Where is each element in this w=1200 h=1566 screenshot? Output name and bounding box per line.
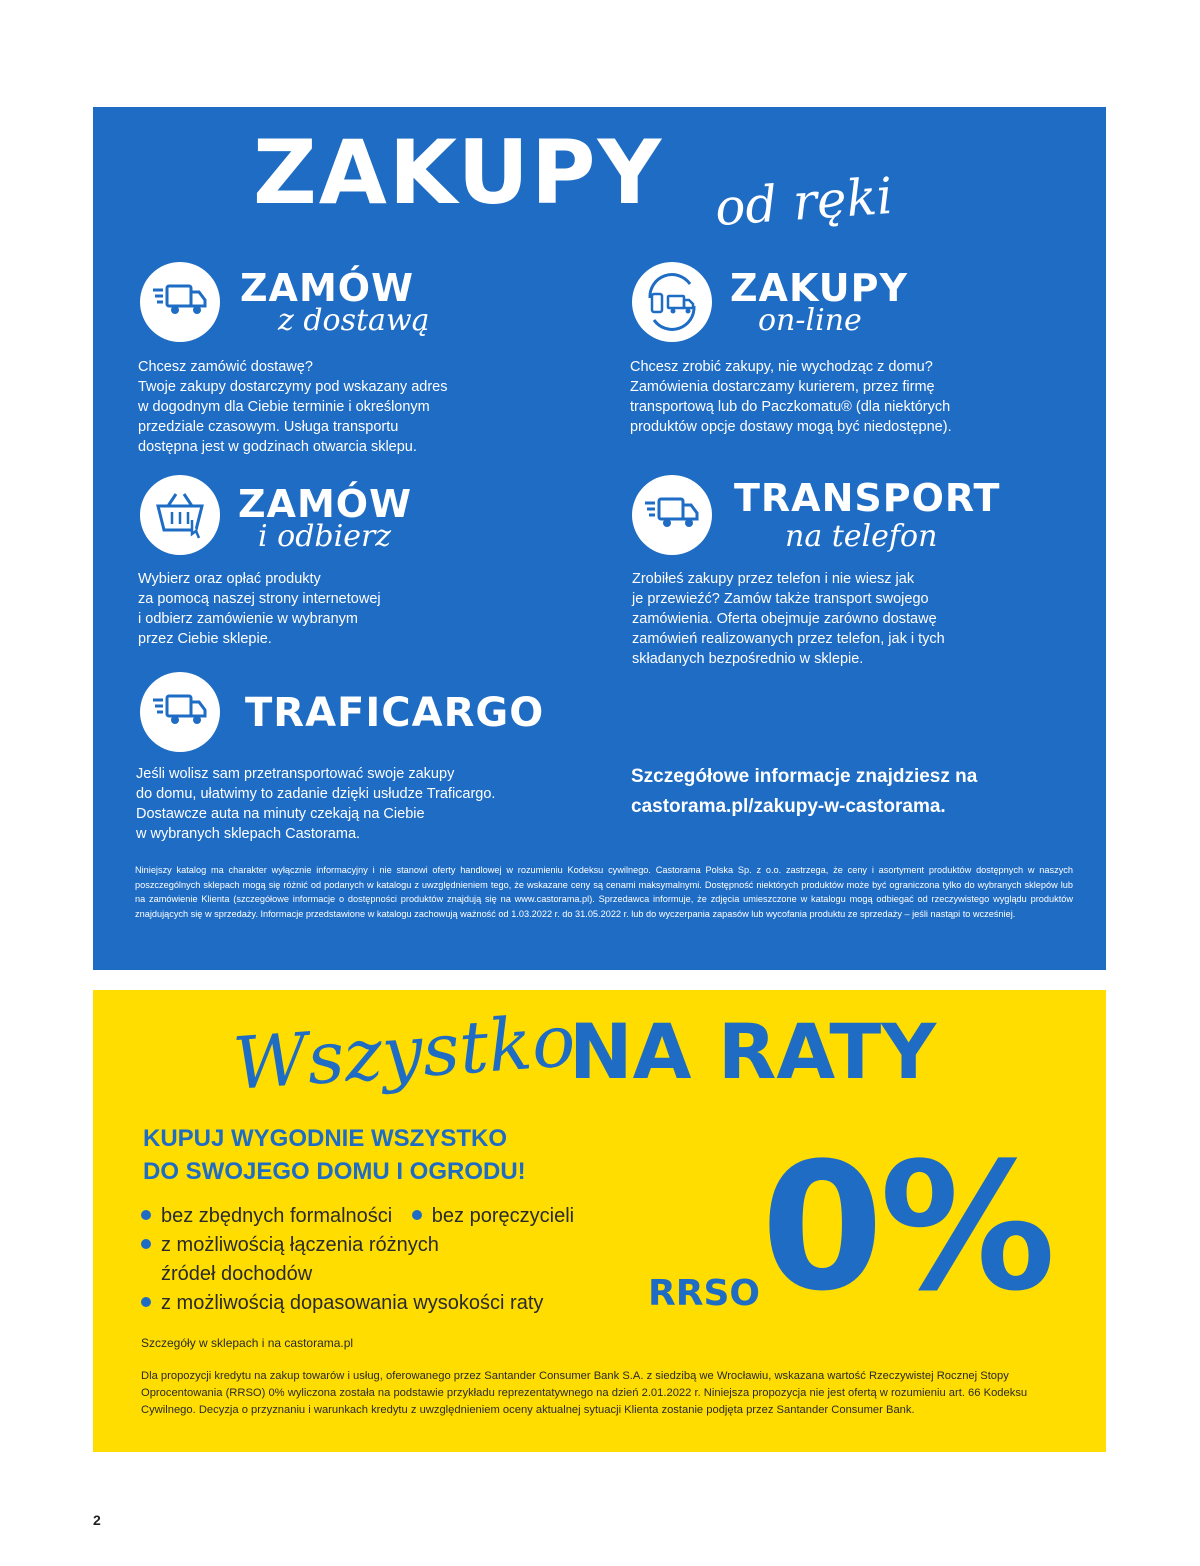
more-info — [631, 762, 1091, 822]
cargo-truck-icon — [140, 672, 220, 752]
rrso-value: 0% — [761, 1125, 1052, 1330]
phone-subtitle: na telefon — [785, 519, 938, 554]
online-text: Chcesz zrobić zakupy, nie wychodząc z domu? Zamówienia dostarczamy kurierem, przez firmę transportową lub do Paczkomatu® (dla niektórych produktów opcje dostawy mogą być niedostępne). — [630, 359, 952, 435]
phone-title: TRANSPORT — [734, 476, 1001, 520]
installments-panel — [93, 990, 1106, 1452]
bullet-dot-icon — [141, 1210, 151, 1220]
delivery-text: Chcesz zamówić dostawę? Twoje zakupy dostarczymy pod wskazany adres w dogodnym dla Ciebie terminie i określonym przedziale czasowym. Usługa transportu dostępna jest w godzinach otwarcia sklepu. — [138, 359, 448, 455]
more-info-link[interactable]: castorama.pl/zakupy-w-castorama. — [631, 796, 946, 817]
delivery-title: ZAMÓW — [240, 266, 414, 310]
main-subtitle: od ręki — [713, 166, 895, 238]
installments-script-title: Wszystko — [230, 998, 578, 1106]
delivery-truck-icon — [140, 262, 220, 342]
installments-benefits — [141, 1202, 661, 1318]
pickup-text: Wybierz oraz opłać produkty za pomocą naszej strony internetowej i odbierz zamówienie w wybranym przez Ciebie sklepie. — [138, 571, 381, 647]
online-subtitle: on-line — [758, 303, 862, 338]
pickup-title: ZAMÓW — [238, 482, 412, 526]
credit-disclaimer: Dla propozycji kredytu na zakup towarów i usług, oferowanego przez Santander Consumer Bank S.A. z siedzibą we Wrocławiu, wskazana wartość Rzeczywistej Rocznej Stopy Oprocentowania (RRSO) 0% wyliczona została na podstawie przykładu reprezentatywnego na dzień 2.01.2022 r. Niniejsza propozycja nie jest ofertą w rozumieniu art. 66 Kodeksu Cywilnego. Decyzja o przyznaniu i warunkach kredytu z uwzględnieniem oceny aktualnej sytuacji Klienta zostanie podjęta przez Santander Consumer Bank. — [141, 1370, 1028, 1416]
benefit-item: z możliwością dopasowania wysokości raty — [141, 1289, 661, 1318]
pickup-subtitle: i odbierz — [258, 519, 392, 554]
traficargo-text: Jeśli wolisz sam przetransportować swoje zakupy do domu, ułatwimy to zadanie dzięki usłudze Traficargo. Dostawcze auta na minuty czekają na Ciebie w wybranych sklepach Castorama. — [136, 766, 496, 842]
traficargo-title: TRAFICARGO — [245, 690, 545, 736]
benefit-item: bez zbędnych formalności bez poręczycieli — [141, 1202, 661, 1231]
benefit-item: z możliwością łączenia różnych — [141, 1231, 661, 1260]
more-info-text: Szczegółowe informacje znajdziesz na — [631, 766, 978, 787]
page-number: 2 — [93, 1512, 101, 1528]
installments-details: Szczegóły w sklepach i na castorama.pl — [141, 1336, 354, 1350]
bullet-dot-icon — [412, 1210, 422, 1220]
catalog-disclaimer: Niniejszy katalog ma charakter wyłącznie informacyjny i nie stanowi oferty handlowej w rozumieniu Kodeksu cywilnego. Castorama Polska Sp. z o.o. zastrzega, że ceny i asortyment produktów dostępnych w naszych poszczególnych sklepach mogą się różnić od podanych w katalogu z uwzględnieniem tego, że wskazane ceny są cenami maksymalnymi. Dostępność niektórych produktów może być ograniczona tylko do wybranych sklepów lub na zamówienie Klienta (szczegółowe informacje o dostępności produktów znajdują się na www.castorama.pl). Sprzedawca informuje, że zdjęcia umieszczone w katalogu mogą odbiegać od rzeczywistego wyglądu produktów znajdujących się w sprzedaży. Informacje przedstawione w katalogu zachowują ważność od 1.03.2022 r. do 31.05.2022 r. lub do wyczerpania zapasów lub wycofania produktu ze sprzedaży – jeśli nastąpi to wcześniej. — [135, 865, 1073, 919]
bullet-dot-icon — [141, 1239, 151, 1249]
phone-text: Zrobiłeś zakupy przez telefon i nie wiesz jak je przewieźć? Zamów także transport swojego zamówienia. Oferta obejmuje zarówno dostawę zamówień realizowanych przez telefon, jak i tych składanych bezpośrednio w sklepie. — [632, 571, 945, 667]
basket-click-icon — [140, 475, 220, 555]
zakupy-panel — [93, 107, 1106, 970]
rrso-label: RRSO — [648, 1273, 760, 1314]
bullet-dot-icon — [141, 1297, 151, 1307]
installments-slogan: KUPUJ WYGODNIE WSZYSTKO DO SWOJEGO DOMU I OGRODU! — [143, 1125, 526, 1185]
delivery-subtitle: z dostawą — [278, 303, 430, 338]
transport-truck-icon — [632, 475, 712, 555]
installments-title: NA RATY — [569, 1007, 937, 1096]
benefit-item-continued: źródeł dochodów — [161, 1263, 313, 1285]
online-title: ZAKUPY — [730, 266, 908, 310]
online-shopping-truck-icon — [632, 262, 712, 342]
main-title: ZAKUPY — [253, 121, 664, 224]
